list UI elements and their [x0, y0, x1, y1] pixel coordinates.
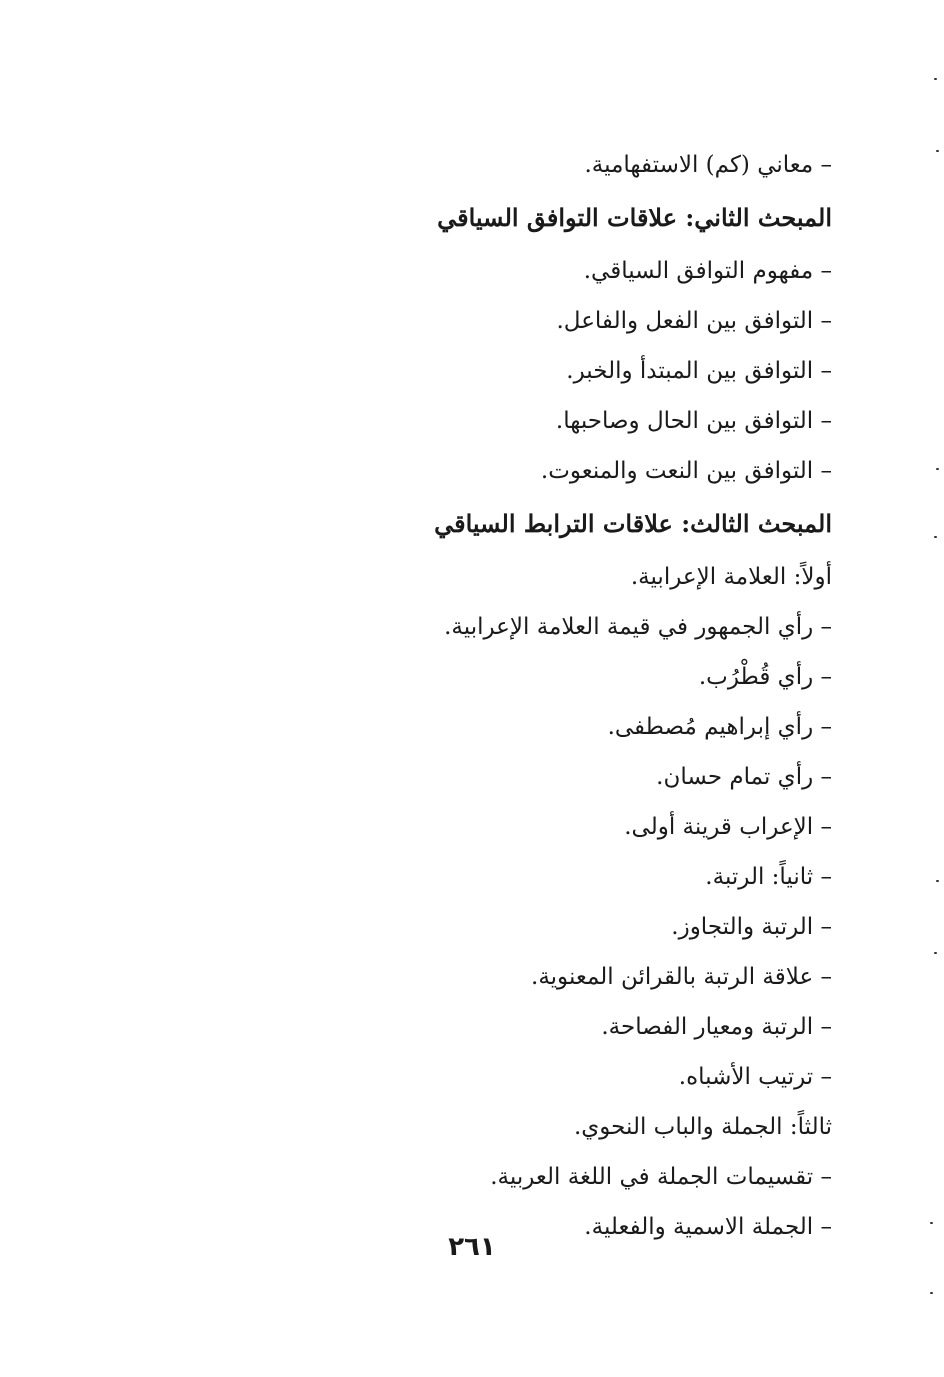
toc-item: – الإعراب قرينة أولى.: [624, 814, 832, 840]
toc-item: – الرتبة والتجاوز.: [671, 914, 832, 940]
toc-item: – الرتبة ومعيار الفصاحة.: [601, 1014, 832, 1040]
toc-item: – التوافق بين الحال وصاحبها.: [555, 408, 832, 434]
toc-item: – التوافق بين الفعل والفاعل.: [556, 308, 832, 334]
scan-speck: [934, 952, 937, 954]
scan-speck: [936, 150, 939, 152]
toc-item: – معاني (كم) الاستفهامية.: [584, 152, 832, 178]
table-of-contents: [312, 140, 832, 1252]
toc-item: – الجملة الاسمية والفعلية.: [584, 1214, 832, 1240]
scan-speck: [936, 880, 939, 882]
scan-speck: [934, 78, 937, 80]
toc-item: – رأي قُطْرُب.: [698, 664, 832, 690]
scan-speck: [930, 1292, 933, 1294]
page-number: ٢٦١: [448, 1232, 496, 1262]
toc-item: – مفهوم التوافق السياقي.: [583, 258, 832, 284]
section-heading: المبحث الثالث: علاقات الترابط السياقي: [434, 509, 832, 538]
section-heading: المبحث الثاني: علاقات التوافق السياقي: [437, 203, 832, 232]
toc-item: – التوافق بين النعت والمنعوت.: [540, 458, 832, 484]
toc-item: – علاقة الرتبة بالقرائن المعنوية.: [531, 964, 832, 990]
toc-subheading: أولاً: العلامة الإعرابية.: [630, 564, 832, 590]
scan-speck: [936, 468, 939, 470]
toc-item: – ثانياً: الرتبة.: [705, 864, 832, 890]
toc-item: – تقسيمات الجملة في اللغة العربية.: [490, 1164, 832, 1190]
toc-item: – التوافق بين المبتدأ والخبر.: [566, 358, 832, 384]
scan-speck: [934, 536, 937, 538]
scan-speck: [930, 1222, 933, 1224]
toc-item: – رأي إبراهيم مُصطفى.: [607, 714, 832, 740]
toc-item: – ترتيب الأشباه.: [678, 1064, 832, 1090]
toc-item: – رأي الجمهور في قيمة العلامة الإعرابية.: [444, 614, 832, 640]
toc-item: – رأي تمام حسان.: [656, 764, 832, 790]
toc-subheading: ثالثاً: الجملة والباب النحوي.: [573, 1114, 832, 1140]
